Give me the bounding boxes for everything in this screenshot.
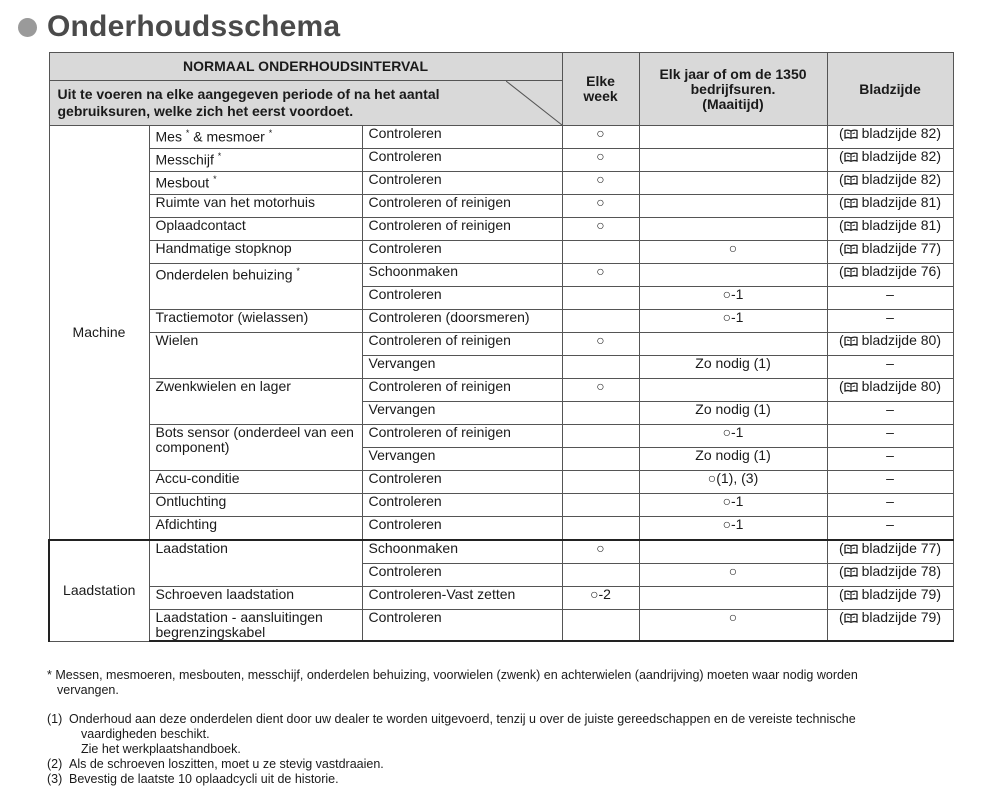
action-cell: Schoonmaken xyxy=(362,540,562,564)
page-ref-cell: ( bladzijde 79) xyxy=(827,610,953,642)
action-cell: Controleren xyxy=(362,494,562,517)
year-cell xyxy=(639,333,827,356)
week-cell xyxy=(562,402,639,425)
item-cell: Wielen xyxy=(149,333,362,379)
page-ref-cell: – xyxy=(827,448,953,471)
table-row xyxy=(49,241,953,264)
page-ref-cell: – xyxy=(827,471,953,494)
year-cell xyxy=(639,149,827,172)
item-cell: Schroeven laadstation xyxy=(149,587,362,610)
group-label: Machine xyxy=(49,126,149,541)
maintenance-table xyxy=(48,52,954,642)
book-icon xyxy=(844,544,858,554)
table-row xyxy=(49,494,953,517)
year-cell: ○-1 xyxy=(639,494,827,517)
week-cell xyxy=(562,448,639,471)
book-icon xyxy=(844,609,858,625)
year-cell: Zo nodig (1) xyxy=(639,448,827,471)
book-icon xyxy=(844,221,858,231)
week-cell xyxy=(562,494,639,517)
action-cell: Controleren xyxy=(362,610,562,642)
footnote-3: (3) Bevestig de laatste 10 oplaadcycli uit de historie. xyxy=(47,772,339,786)
action-cell: Controleren xyxy=(362,126,562,149)
year-cell: ○-1 xyxy=(639,517,827,541)
book-icon xyxy=(844,152,858,162)
page-ref-cell: ( bladzijde 82) xyxy=(827,149,953,172)
action-cell: Controleren xyxy=(362,517,562,541)
page-ref-cell: ( bladzijde 81) xyxy=(827,218,953,241)
page-title: Onderhoudsschema xyxy=(47,10,341,43)
year-cell: ○(1), (3) xyxy=(639,471,827,494)
book-icon xyxy=(844,586,858,602)
week-cell: ○ xyxy=(562,218,639,241)
page-ref-cell: – xyxy=(827,425,953,448)
week-cell xyxy=(562,310,639,333)
week-cell xyxy=(562,425,639,448)
table-row xyxy=(49,517,953,541)
action-cell: Vervangen xyxy=(362,356,562,379)
table-row xyxy=(49,218,953,241)
bullet-icon xyxy=(18,18,37,37)
item-cell: Handmatige stopknop xyxy=(149,241,362,264)
action-cell: Vervangen xyxy=(362,402,562,425)
table-row xyxy=(49,610,953,642)
year-cell xyxy=(639,379,827,402)
table-row xyxy=(49,264,953,287)
book-icon xyxy=(844,332,858,348)
week-cell xyxy=(562,356,639,379)
footnote-1: (1) Onderhoud aan deze onderdelen dient door uw dealer te worden uitgevoerd, tenzij u over de juiste gereedschappen en de vereiste technische vaardigheden beschikt. Zie het werkplaatshandboek. xyxy=(47,712,856,756)
table-row xyxy=(49,149,953,172)
table-row xyxy=(49,195,953,218)
item-cell: Messchijf * xyxy=(149,149,362,172)
book-icon xyxy=(844,378,858,394)
page-ref-cell: ( bladzijde 81) xyxy=(827,195,953,218)
subheader-line-2: gebruiksuren, welke zich het eerst voordoet. xyxy=(57,103,354,119)
week-cell xyxy=(562,287,639,310)
book-icon xyxy=(844,129,858,139)
action-cell: Controleren of reinigen xyxy=(362,379,562,402)
book-icon xyxy=(844,175,858,185)
week-cell xyxy=(562,517,639,541)
subheader-line-1: Uit te voeren na elke aangegeven periode of na het aantal xyxy=(57,86,440,102)
item-cell: Onderdelen behuizing * xyxy=(149,264,362,310)
page-ref-cell: – xyxy=(827,310,953,333)
item-cell: Laadstation - aansluitingen begrenzingskabel xyxy=(149,610,362,642)
item-cell: Ontluchting xyxy=(149,494,362,517)
table-row xyxy=(49,379,953,402)
week-cell: ○-2 xyxy=(562,587,639,610)
item-cell: Laadstation xyxy=(149,540,362,587)
week-cell: ○ xyxy=(562,172,639,195)
item-cell: Afdichting xyxy=(149,517,362,541)
book-icon xyxy=(844,148,858,164)
page-ref-cell: – xyxy=(827,517,953,541)
year-cell xyxy=(639,126,827,149)
diagonal-divider xyxy=(506,81,562,125)
item-cell: Accu-conditie xyxy=(149,471,362,494)
action-cell: Controleren of reinigen xyxy=(362,425,562,448)
notes-section xyxy=(47,668,927,787)
item-cell: Oplaadcontact xyxy=(149,218,362,241)
book-icon xyxy=(844,382,858,392)
year-cell xyxy=(639,264,827,287)
page-ref-cell: – xyxy=(827,494,953,517)
action-cell: Controleren xyxy=(362,564,562,587)
item-cell: Ruimte van het motorhuis xyxy=(149,195,362,218)
book-icon xyxy=(844,240,858,256)
action-cell: Controleren-Vast zetten xyxy=(362,587,562,610)
week-cell: ○ xyxy=(562,333,639,356)
item-cell: Bots sensor (onderdeel van een component) xyxy=(149,425,362,471)
book-icon xyxy=(844,198,858,208)
week-cell: ○ xyxy=(562,126,639,149)
book-icon xyxy=(844,590,858,600)
year-cell xyxy=(639,540,827,564)
page-ref-cell: ( bladzijde 80) xyxy=(827,379,953,402)
book-icon xyxy=(844,194,858,210)
book-icon xyxy=(844,244,858,254)
year-cell: ○-1 xyxy=(639,287,827,310)
week-cell xyxy=(562,241,639,264)
item-cell: Zwenkwielen en lager xyxy=(149,379,362,425)
week-cell xyxy=(562,564,639,587)
table-row xyxy=(49,172,953,195)
week-cell xyxy=(562,610,639,642)
page-ref-cell: ( bladzijde 78) xyxy=(827,564,953,587)
action-cell: Vervangen xyxy=(362,448,562,471)
year-cell xyxy=(639,218,827,241)
page-ref-cell: ( bladzijde 80) xyxy=(827,333,953,356)
table-row xyxy=(49,333,953,356)
week-header: Elke week xyxy=(562,53,639,126)
table-row xyxy=(49,540,953,564)
action-cell: Controleren of reinigen xyxy=(362,195,562,218)
action-cell: Controleren xyxy=(362,241,562,264)
table-row xyxy=(49,471,953,494)
page-ref-cell: ( bladzijde 82) xyxy=(827,126,953,149)
book-icon xyxy=(844,263,858,279)
book-icon xyxy=(844,563,858,579)
item-cell: Mes * & mesmoer * xyxy=(149,126,362,149)
page-ref-cell: – xyxy=(827,287,953,310)
book-icon xyxy=(844,267,858,277)
page-ref-cell: ( bladzijde 77) xyxy=(827,540,953,564)
page-ref-cell: ( bladzijde 77) xyxy=(827,241,953,264)
book-icon xyxy=(844,217,858,233)
table-row xyxy=(49,310,953,333)
page-ref-cell: ( bladzijde 79) xyxy=(827,587,953,610)
book-icon xyxy=(844,540,858,556)
page-header-cell: Bladzijde xyxy=(827,53,953,126)
year-cell: ○-1 xyxy=(639,310,827,333)
item-cell: Tractiemotor (wielassen) xyxy=(149,310,362,333)
action-cell: Controleren of reinigen xyxy=(362,218,562,241)
action-cell: Controleren xyxy=(362,172,562,195)
action-cell: Controleren (doorsmeren) xyxy=(362,310,562,333)
year-cell xyxy=(639,587,827,610)
note-star: * Messen, mesmoeren, mesbouten, messchijf, onderdelen behuizing, voorwielen (zwenk) en achterwielen (aandrijving) moeten waar nodig worden vervangen. xyxy=(47,668,858,697)
action-cell: Controleren xyxy=(362,149,562,172)
book-icon xyxy=(844,613,858,623)
group-label: Laadstation xyxy=(49,540,149,641)
year-cell: ○ xyxy=(639,241,827,264)
page-header xyxy=(18,10,340,44)
week-cell xyxy=(562,471,639,494)
book-icon xyxy=(844,336,858,346)
table-row xyxy=(49,425,953,448)
year-cell xyxy=(639,195,827,218)
week-cell: ○ xyxy=(562,149,639,172)
interval-header: NORMAAL ONDERHOUDSINTERVAL xyxy=(49,53,562,81)
action-cell: Schoonmaken xyxy=(362,264,562,287)
interval-subheader xyxy=(49,81,562,126)
page-ref-cell: – xyxy=(827,402,953,425)
table-row xyxy=(49,587,953,610)
page-ref-cell: – xyxy=(827,356,953,379)
year-header: Elk jaar of om de 1350 bedrijfsuren. (Maaitijd) xyxy=(639,53,827,126)
week-cell: ○ xyxy=(562,195,639,218)
page-ref-cell: ( bladzijde 82) xyxy=(827,172,953,195)
week-cell: ○ xyxy=(562,540,639,564)
week-cell: ○ xyxy=(562,379,639,402)
item-cell: Mesbout * xyxy=(149,172,362,195)
action-cell: Controleren xyxy=(362,287,562,310)
year-cell: ○-1 xyxy=(639,425,827,448)
week-cell: ○ xyxy=(562,264,639,287)
table-row xyxy=(49,126,953,149)
year-cell: ○ xyxy=(639,564,827,587)
book-icon xyxy=(844,567,858,577)
footnote-2: (2) Als de schroeven loszitten, moet u ze stevig vastdraaien. xyxy=(47,757,384,771)
book-icon xyxy=(844,125,858,141)
book-icon xyxy=(844,171,858,187)
action-cell: Controleren of reinigen xyxy=(362,333,562,356)
action-cell: Controleren xyxy=(362,471,562,494)
year-cell xyxy=(639,172,827,195)
year-cell: ○ xyxy=(639,610,827,642)
page-ref-cell: ( bladzijde 76) xyxy=(827,264,953,287)
year-cell: Zo nodig (1) xyxy=(639,402,827,425)
year-cell: Zo nodig (1) xyxy=(639,356,827,379)
